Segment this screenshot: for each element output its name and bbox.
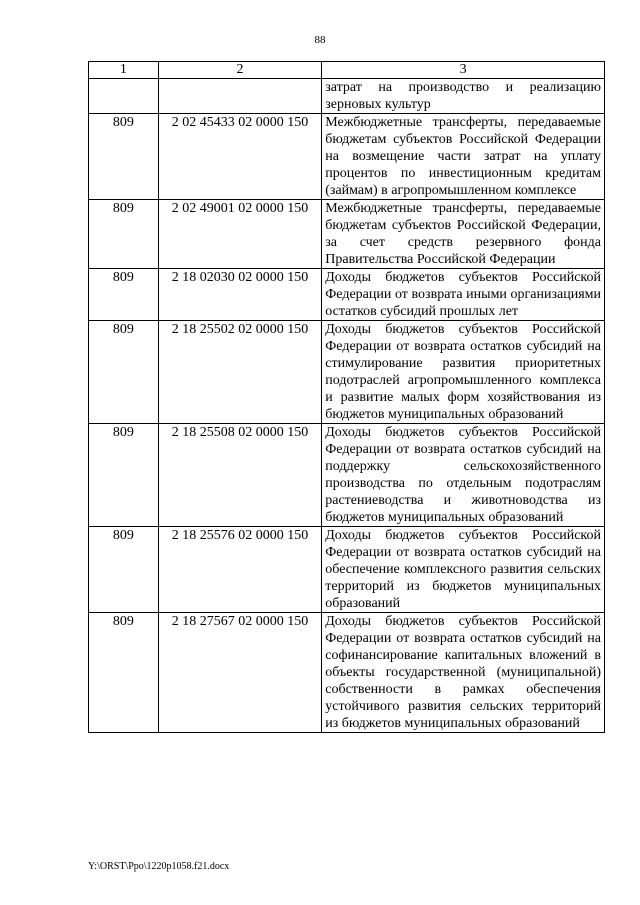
- page-number: 88: [314, 34, 326, 46]
- admin-code-cell: 809: [89, 114, 159, 200]
- admin-code-cell: 809: [89, 613, 159, 733]
- column-header-1: 1: [89, 62, 159, 79]
- description-cell: Межбюджетные трансферты, передаваемые бюджетам субъектов Российской Федерации, за счет средств резервного фонда Правительства Российской Федерации: [322, 200, 605, 269]
- budget-code-cell: [158, 79, 322, 114]
- description-cell: Доходы бюджетов субъектов Российской Федерации от возврата остатков субсидий на поддержку сельскохозяйственного производства по отдельным подотраслям растениеводства и животноводства из бюджетов муниципальных образований: [322, 424, 605, 527]
- budget-code-cell: 2 18 25576 02 0000 150: [158, 527, 322, 613]
- budget-codes-table: [88, 61, 605, 733]
- table-row: [89, 114, 605, 200]
- table-row: [89, 613, 605, 733]
- admin-code-cell: 809: [89, 200, 159, 269]
- document-path-footer: Y:\ORST\Ppo\1220p1058.f21.docx: [88, 861, 230, 872]
- admin-code-cell: 809: [89, 321, 159, 424]
- budget-code-cell: 2 02 45433 02 0000 150: [158, 114, 322, 200]
- table-row: [89, 269, 605, 321]
- description-cell: затрат на производство и реализацию зерновых культур: [322, 79, 605, 114]
- description-cell: Доходы бюджетов субъектов Российской Федерации от возврата иными организациями остатков субсидий прошлых лет: [322, 269, 605, 321]
- table-row: [89, 200, 605, 269]
- admin-code-cell: 809: [89, 269, 159, 321]
- table-row: [89, 424, 605, 527]
- description-cell: Межбюджетные трансферты, передаваемые бюджетам субъектов Российской Федерации на возмещение части затрат на уплату процентов по инвестиционным кредитам (займам) в агропромышленном комплексе: [322, 114, 605, 200]
- table-row: [89, 321, 605, 424]
- table-row: [89, 527, 605, 613]
- column-header-2: 2: [158, 62, 322, 79]
- description-cell: Доходы бюджетов субъектов Российской Федерации от возврата остатков субсидий на стимулирование развития приоритетных подотраслей агропромышленного комплекса и развитие малых форм хозяйствования из бюджетов муниципальных образований: [322, 321, 605, 424]
- admin-code-cell: 809: [89, 527, 159, 613]
- budget-code-cell: 2 18 25502 02 0000 150: [158, 321, 322, 424]
- budget-code-cell: 2 02 49001 02 0000 150: [158, 200, 322, 269]
- admin-code-cell: 809: [89, 424, 159, 527]
- admin-code-cell: [89, 79, 159, 114]
- column-header-3: 3: [322, 62, 605, 79]
- budget-code-cell: 2 18 02030 02 0000 150: [158, 269, 322, 321]
- description-cell: Доходы бюджетов субъектов Российской Федерации от возврата остатков субсидий на софинансирование капитальных вложений в объекты государственной (муниципальной) собственности в рамках обеспечения устойчивого развития сельских территорий из бюджетов муниципальных образований: [322, 613, 605, 733]
- table-header-row: [89, 62, 605, 79]
- budget-code-cell: 2 18 25508 02 0000 150: [158, 424, 322, 527]
- description-cell: Доходы бюджетов субъектов Российской Федерации от возврата остатков субсидий на обеспечение комплексного развития сельских территорий из бюджетов муниципальных образований: [322, 527, 605, 613]
- budget-code-cell: 2 18 27567 02 0000 150: [158, 613, 322, 733]
- table-row: [89, 79, 605, 114]
